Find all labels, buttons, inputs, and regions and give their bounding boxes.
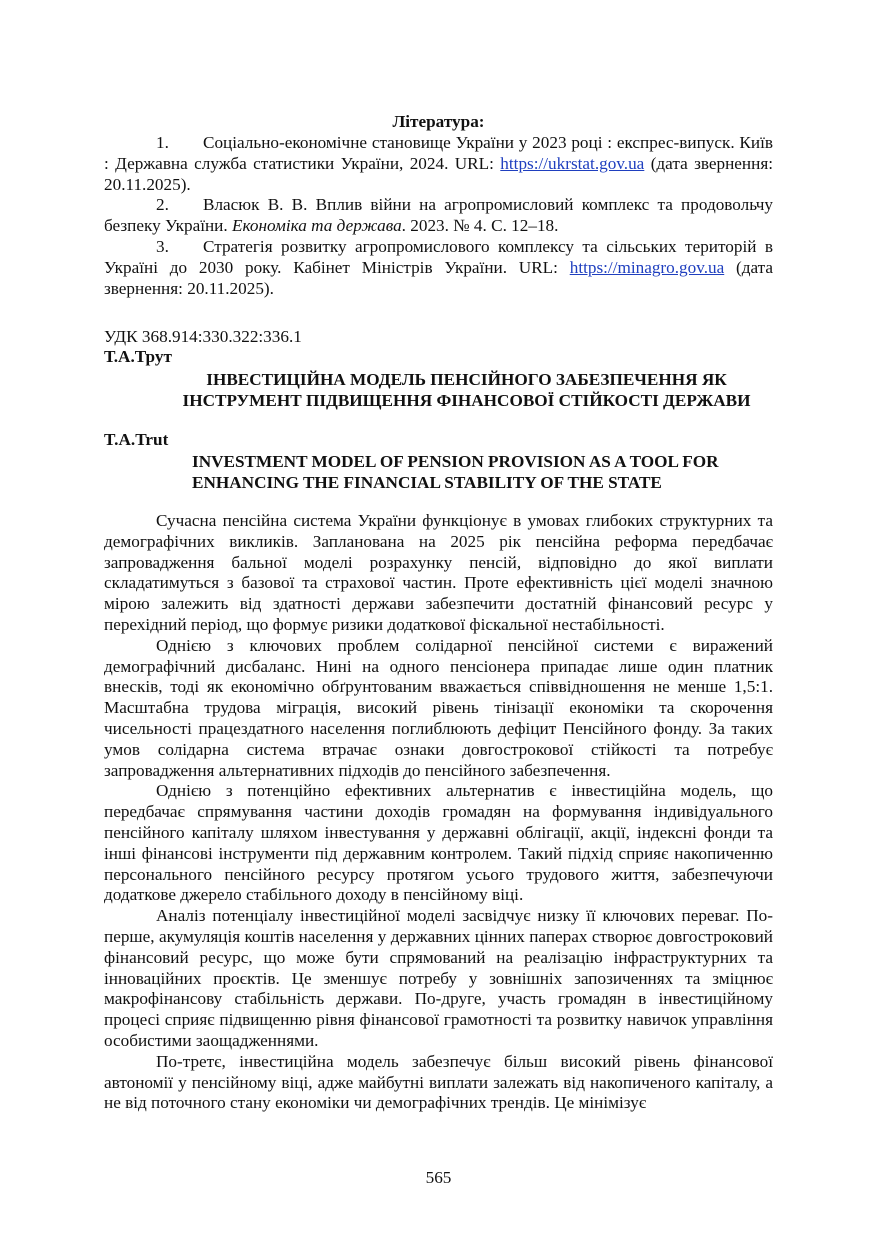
reference-item <box>104 195 773 237</box>
reference-text: Стратегія розвитку агропромислового комплексу та сільських територій в Україні до 2030 року. Кабінет Міністрів України. URL: <box>104 236 773 277</box>
body-paragraph: Аналіз потенціалу інвестиційної моделі засвідчує низку її ключових переваг. По-перше, акумуляція коштів населення у державних цінних паперах створює довгостроковий фінансовий ресурс, що може бути спрямований на реалізацію інфраструктурних та інноваційних проєктів. Це зменшує потребу у зовнішніх запозиченнях та зміцнює макрофінансову стабільність держави. По-друге, участь громадян в інвестиційному процесі сприяє підвищенню рівня фінансової грамотності та розвитку навичок управління особистими заощадженнями. <box>104 906 773 1050</box>
reference-number: 2. <box>156 195 169 215</box>
reference-item <box>104 237 773 299</box>
title-en-line-1: INVESTMENT MODEL OF PENSION PROVISION AS A TOOL FOR <box>192 452 719 471</box>
body-paragraph: По-третє, інвестиційна модель забезпечує більш високий рівень фінансової автономії у пенсійному віці, адже майбутні виплати залежать від накопиченого капіталу, а не від поточного стану економіки чи демографічних трендів. Це мінімізує <box>104 1051 773 1113</box>
body-paragraph: Сучасна пенсійна система України функціонує в умовах глибоких структурних та демографічних викликів. Запланована на 2025 рік пенсійна реформа передбачає запровадження бальної моделі розрахунку пенсій, відповідно до якої виплати складатимуться з базової та страхової частин. Проте ефективність цієї моделі значною мірою залежить від здатності держави забезпечити достатній фінансовий ресурс у перехідний період, що формує ризики додаткової фіскальної нестабільності. <box>104 511 773 634</box>
reference-link[interactable]: https://minagro.gov.ua <box>569 257 725 277</box>
title-ua-line-2: ІНСТРУМЕНТ ПІДВИЩЕННЯ ФІНАНСОВОЇ СТІЙКОСТІ ДЕРЖАВИ <box>182 391 751 410</box>
reference-access-date: (дата звернення: 20.11.2025). <box>104 153 774 194</box>
title-ua-line-1: ІНВЕСТИЦІЙНА МОДЕЛЬ ПЕНСІЙНОГО ЗАБЕЗПЕЧЕННЯ ЯК <box>206 370 727 389</box>
title-en <box>104 451 861 493</box>
references-heading: Література: <box>392 112 485 131</box>
reference-number: 1. <box>156 133 169 152</box>
reference-list <box>104 133 773 299</box>
reference-number: 3. <box>156 236 169 256</box>
body-paragraph: Однією з ключових проблем солідарної пенсійної системи є виражений демографічний дисбаланс. Нині на одного пенсіонера припадає лише один платник внесків, тоді як економічно обґрунтованим вважається співвідношення не менше 1,5:1. Масштабна трудова міграція, високий рівень тінізації економіки та скорочення чисельності працездатного населення поглиблюють дефіцит Пенсійного фонду. За таких умов солідарна система втрачає ознаки довгострокової стійкості та потребує запровадження альтернативних підходів до пенсійного забезпечення. <box>104 635 773 780</box>
reference-access-date: (дата звернення: 20.11.2025). <box>104 257 773 298</box>
author-ua: Т.А.Трут <box>104 347 172 366</box>
reference-details: . 2023. № 4. С. 12–18. <box>401 216 559 236</box>
reference-item <box>104 133 773 195</box>
title-en-line-2: ENHANCING THE FINANCIAL STABILITY OF THE STATE <box>192 473 662 492</box>
page-number: 565 <box>425 1168 452 1187</box>
reference-journal: Економіка та держава <box>231 216 402 236</box>
body-paragraph: Однією з потенційно ефективних альтернатив є інвестиційна модель, що передбачає спрямування частини доходів громадян на формування індивідуального пенсійного капіталу шляхом інвестування у державні облігації, акції, індексні фонди та інші фінансові інструменти під державним контролем. Такий підхід сприяє накопиченню персонального пенсійного ресурсу протягом усього трудового життя, забезпечуючи додаткове джерело стабільного доходу в пенсійному віці. <box>104 781 773 905</box>
reference-text: Власюк В. В. Вплив війни на агропромисловий комплекс та продовольчу безпеку України. <box>104 195 773 236</box>
author-en: T.A.Trut <box>104 430 169 449</box>
reference-link[interactable]: https://ukrstat.gov.ua <box>500 153 645 173</box>
article-body <box>104 511 773 1114</box>
udc-code: УДК 368.914:330.322:336.1 <box>104 327 302 346</box>
title-ua <box>104 369 801 411</box>
reference-text: Соціально-економічне становище України у 2023 році : експрес-випуск. Київ : Державна служба статистики України, 2024. URL: <box>104 133 773 173</box>
